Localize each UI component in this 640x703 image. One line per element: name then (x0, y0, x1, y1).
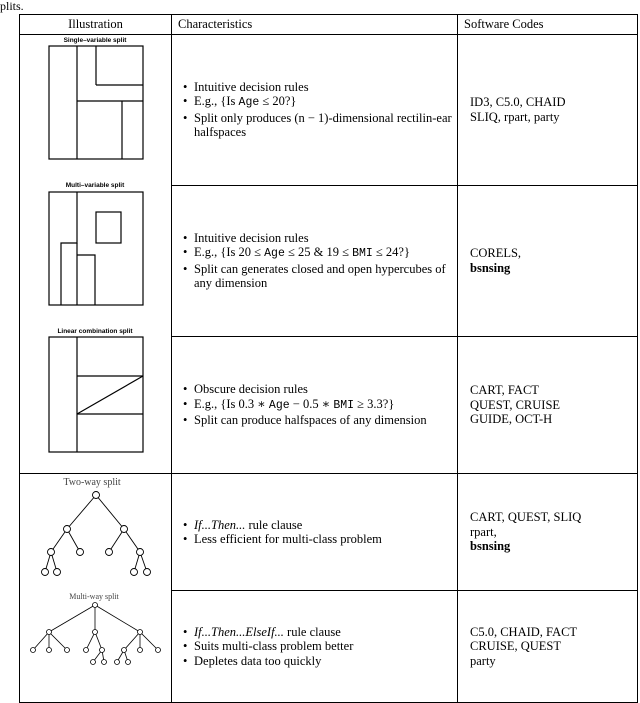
bullet-item: • Split can generates closed and open hypercubes of any dimension (194, 262, 457, 291)
software-codes-cell (458, 591, 638, 703)
software-codes-line: rpart, bsnsing (470, 524, 511, 554)
software-codes-cell (458, 35, 638, 186)
comparison-table (19, 14, 638, 703)
software-codes-line: CART, FACT (470, 383, 539, 398)
multi-variable-diagram (49, 192, 143, 305)
bullet-item: • Obscure decision rules (194, 382, 457, 397)
software-codes-line: QUEST, CRUISE (470, 397, 561, 412)
header-illustration: Illustration (20, 15, 172, 35)
bullet-item: • Intuitive decision rules (194, 231, 457, 246)
characteristics-cell (172, 185, 458, 337)
software-codes-line: C5.0, CHAID, FACT (470, 624, 578, 639)
table-row (20, 35, 638, 186)
header-software: Software Codes (458, 15, 638, 35)
linear-combination-diagram (49, 337, 143, 452)
software-codes-cell (458, 185, 638, 337)
multi-way-tree-nodes (31, 603, 161, 665)
bullet-item: • Split can produce halfspaces of any dimension (194, 413, 457, 428)
software-codes-line: CRUISE, QUEST (470, 639, 561, 654)
two-way-tree-nodes (42, 492, 151, 576)
bullet-item: • Depletes data too quickly (194, 654, 457, 669)
bullet-item: • If...Then...ElseIf... rule clause (194, 625, 457, 640)
two-way-tree (45, 495, 147, 572)
header-row (20, 15, 638, 35)
header-characteristics: Characteristics (172, 15, 458, 35)
bullet-item: • Suits multi-class problem better (194, 639, 457, 654)
software-codes-line: SLIQ, rpart, party (470, 109, 560, 124)
software-codes-line: CORELS, bsnsing (470, 246, 522, 275)
table-row (20, 474, 638, 591)
linear-combination-title: Linear combination split (57, 328, 133, 335)
bullet-item: • Less efficient for multi-class problem (194, 532, 457, 547)
software-codes-line: CART, QUEST, SLIQ (470, 510, 582, 525)
split-diagrams (20, 35, 171, 473)
single-variable-diagram (49, 46, 143, 159)
software-codes-line: GUIDE, OCT-H (470, 412, 553, 427)
bullet-item: • If...Then... rule clause (194, 518, 457, 533)
bullet-item: • Split only produces (n − 1)-dimensional rectilin-ear halfspaces (194, 111, 457, 140)
software-codes-line: ID3, C5.0, CHAID (470, 95, 566, 110)
tree-diagrams (20, 474, 171, 702)
bullet-item: • E.g., {Is Age ≤ 20?} (194, 94, 457, 111)
single-variable-title: Single–variable split (63, 37, 127, 44)
caption: plits. (0, 0, 24, 13)
characteristics-cell (172, 35, 458, 186)
characteristics-cell (172, 591, 458, 703)
software-codes-cell (458, 337, 638, 474)
multi-way-title: Multi-way split (69, 592, 119, 601)
software-codes-cell (458, 474, 638, 591)
bullet-item: • Intuitive decision rules (194, 80, 457, 95)
bullet-item: • E.g., {Is 20 ≤ Age ≤ 25 & 19 ≤ BMI ≤ 24?} (194, 245, 457, 262)
bullet-item: • E.g., {Is 0.3 ∗ Age − 0.5 ∗ BMI ≥ 3.3?} (194, 397, 457, 414)
software-codes-line: party (470, 653, 496, 668)
split-illustrations-cell (20, 35, 172, 474)
two-way-title: Two-way split (63, 477, 121, 488)
characteristics-cell (172, 474, 458, 591)
multi-variable-title: Multi–variable split (65, 182, 125, 189)
characteristics-cell (172, 337, 458, 474)
tree-illustrations-cell (20, 474, 172, 703)
